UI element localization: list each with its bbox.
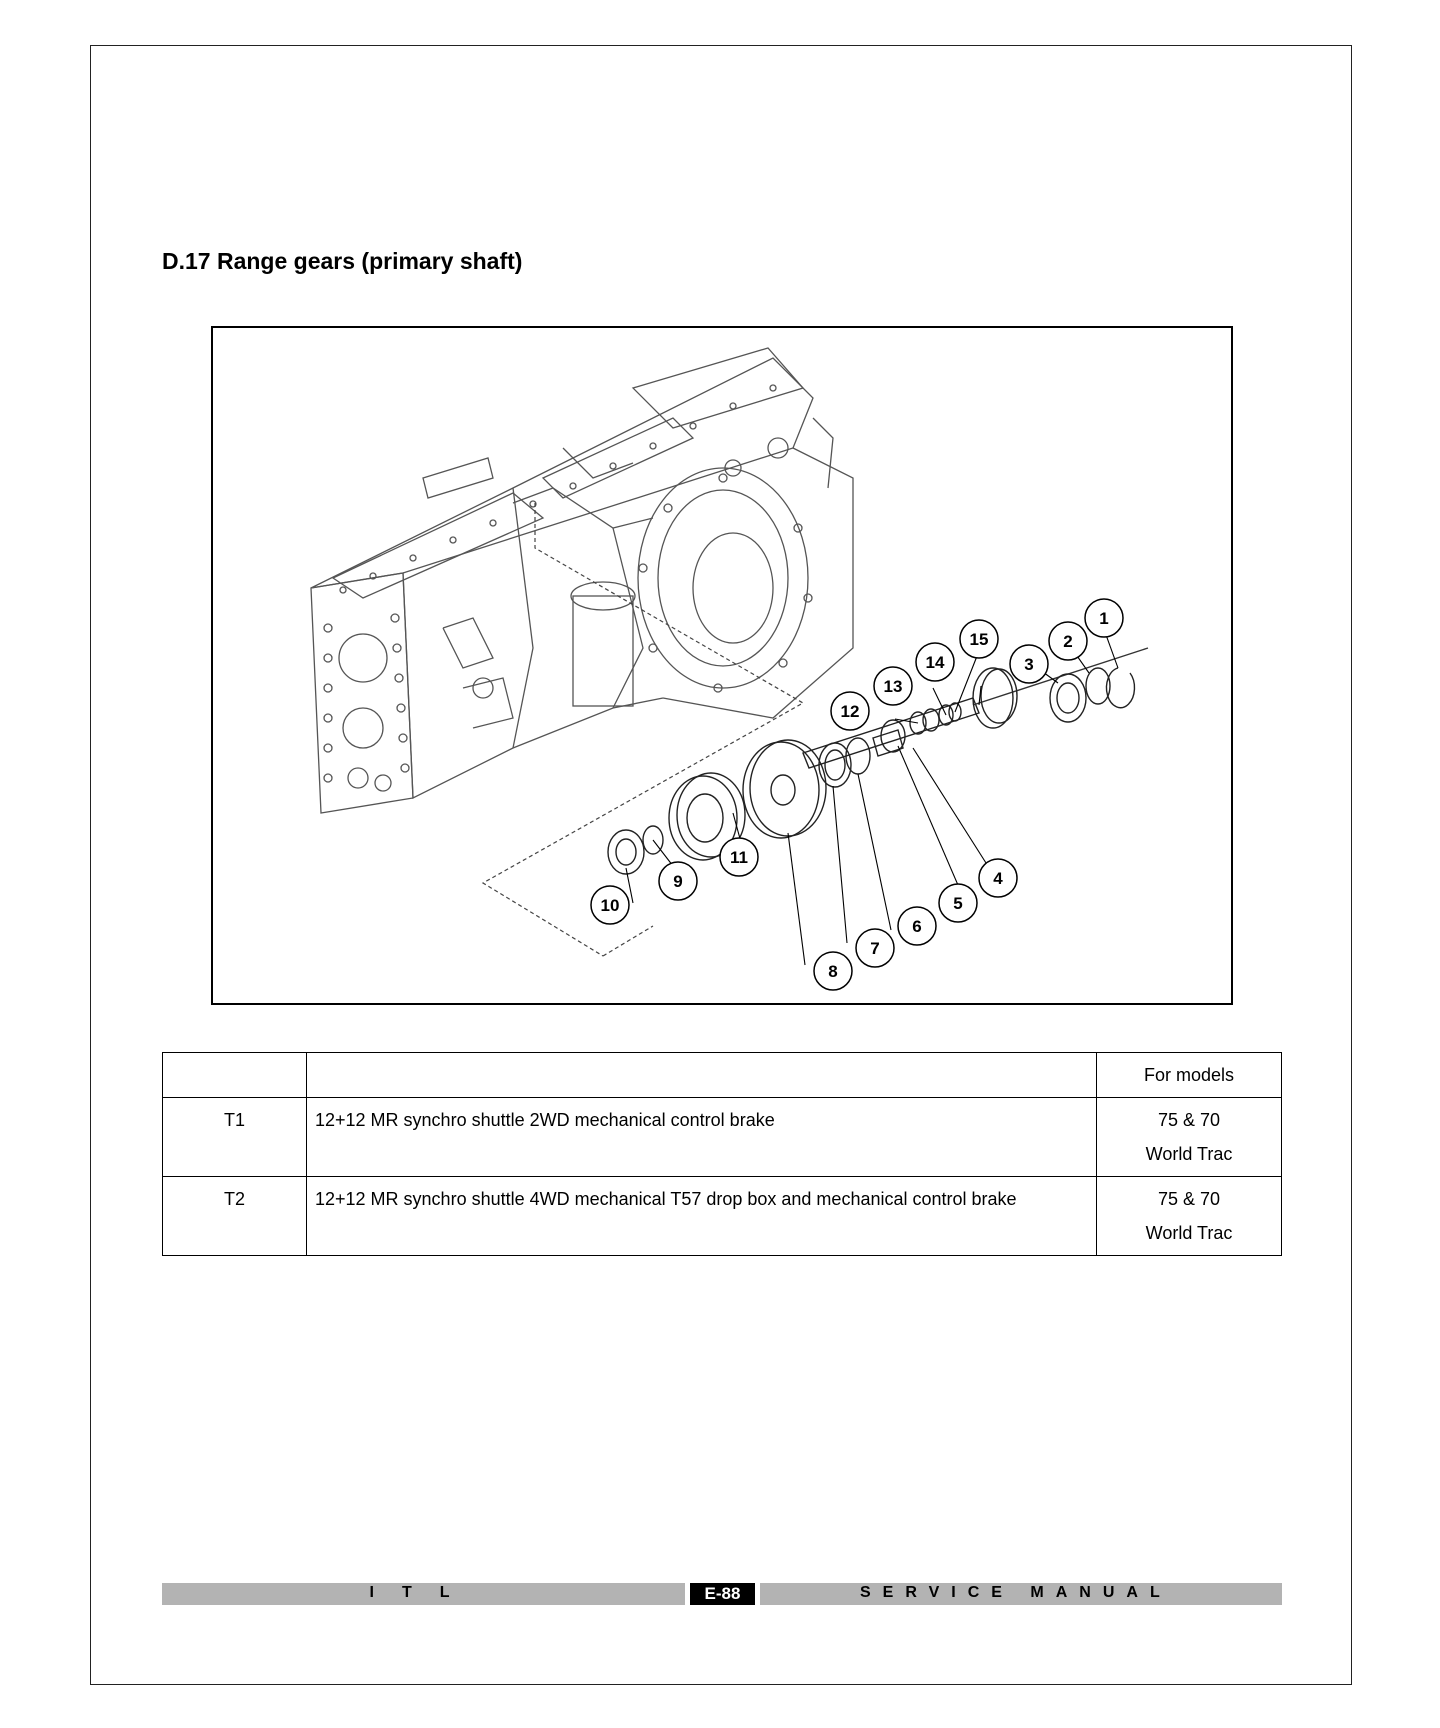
callout-8: 8 xyxy=(828,962,838,981)
callout-4: 4 xyxy=(993,869,1003,888)
callout-numbers xyxy=(601,609,1109,981)
row-code: T1 xyxy=(163,1098,307,1177)
row-description: 12+12 MR synchro shuttle 4WD mechanical T57 drop box and mechanical control brake xyxy=(307,1177,1097,1256)
model-applicability-table xyxy=(162,1052,1282,1256)
footer-left-bar xyxy=(162,1583,685,1605)
row-models-line2: World Trac xyxy=(1145,1144,1233,1164)
row-description: 12+12 MR synchro shuttle 2WD mechanical control brake xyxy=(307,1098,1097,1177)
table-header-row xyxy=(163,1053,1282,1098)
callout-11: 11 xyxy=(730,848,748,867)
callout-10: 10 xyxy=(600,896,620,915)
footer-right-bar xyxy=(760,1583,1282,1605)
footer-manual-title: SERVICE MANUAL xyxy=(860,1584,1172,1601)
callout-5: 5 xyxy=(953,894,963,913)
callout-13: 13 xyxy=(883,677,903,696)
row-code: T2 xyxy=(163,1177,307,1256)
table-row xyxy=(163,1098,1282,1177)
callout-14: 14 xyxy=(925,653,945,672)
callout-2: 2 xyxy=(1063,632,1073,651)
row-models xyxy=(1097,1177,1282,1256)
footer-page-number: E-88 xyxy=(690,1583,755,1605)
row-models-line2: World Trac xyxy=(1145,1223,1233,1243)
header-code-cell xyxy=(163,1053,307,1098)
callout-9: 9 xyxy=(673,872,683,891)
section-title: D.17 Range gears (primary shaft) xyxy=(162,248,523,274)
callout-1: 1 xyxy=(1099,609,1109,628)
table-row xyxy=(163,1177,1282,1256)
row-models-line1: 75 & 70 xyxy=(1157,1189,1221,1209)
callout-6: 6 xyxy=(912,917,922,936)
row-models xyxy=(1097,1098,1282,1177)
callout-12: 12 xyxy=(840,702,860,721)
page-footer xyxy=(162,1583,1282,1605)
transmission-housing-drawing xyxy=(213,328,1231,1003)
footer-brand: ITL xyxy=(369,1584,478,1601)
callout-circles xyxy=(591,599,1123,990)
callout-15: 15 xyxy=(969,630,989,649)
exploded-view-figure xyxy=(211,326,1233,1005)
callout-3: 3 xyxy=(1024,655,1034,674)
row-models-line1: 75 & 70 xyxy=(1157,1110,1221,1130)
header-description-cell xyxy=(307,1053,1097,1098)
header-models-cell: For models xyxy=(1097,1053,1282,1098)
callout-7: 7 xyxy=(870,939,880,958)
removal-path-lines xyxy=(483,503,803,956)
